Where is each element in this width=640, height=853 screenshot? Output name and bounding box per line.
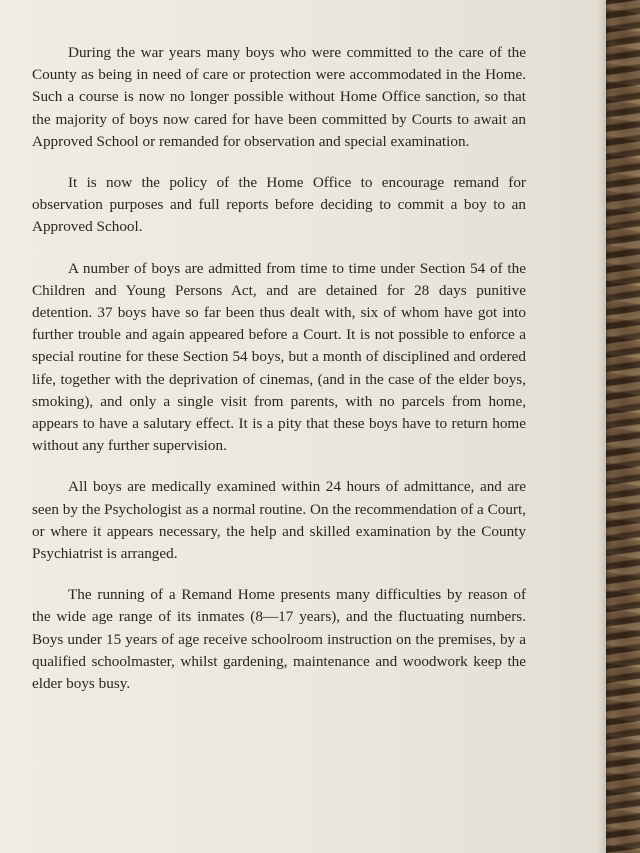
paragraph-section-54: A number of boys are admitted from time to time under Section 54 of the Children and Young Persons Act, and are detained for 28 days punitive detention. 37 boys have so far been thus dealt with, six of whom have got into further trouble and again appeared before a Court. It is not possible to enforce a special routine for these Section 54 boys, but a month of disciplined and ordered life, together with the deprivation of cinemas, (and in the case of the elder boys, smoking), and only a single visit from parents, with no parcels from home, appears to have a salutary effect. It is a pity that these boys have to return home without any further supervision. [32,259,526,455]
paragraph-remand-home-difficulties: The running of a Remand Home presents many difficulties by reason of the wide age range of its inmates (8—17 years), and the fluctuating numbers. Boys under 15 years of age receive schoolroom instruction on the premises, by a qualified schoolmaster, whilst gardening, maintenance and woodwork keep the elder boys busy. [32,586,526,693]
wicker-background [600,0,640,853]
paragraph-war-years: During the war years many boys who were committed to the care of the County as being in need of care or protection were accommodated in the Home. Such a course is now no longer possible without Home Office sanction, so that the majority of boys now cared for have been committed by Courts to await an Approved School or remanded for observation and special examination. [32,44,526,150]
paragraph-home-office-policy: It is now the policy of the Home Office to encourage remand for observation purposes and full reports before deciding to commit a boy to an Approved School. [32,174,526,236]
body-text [32,42,526,714]
page-edge-shadow [598,0,606,853]
paragraph-medical-examination: All boys are medically examined within 24 hours of admittance, and are seen by the Psychologist as a normal routine. On the recommendation of a Court, or where it appears necessary, the help and skilled examination by the County Psychiatrist is arranged. [32,478,526,563]
